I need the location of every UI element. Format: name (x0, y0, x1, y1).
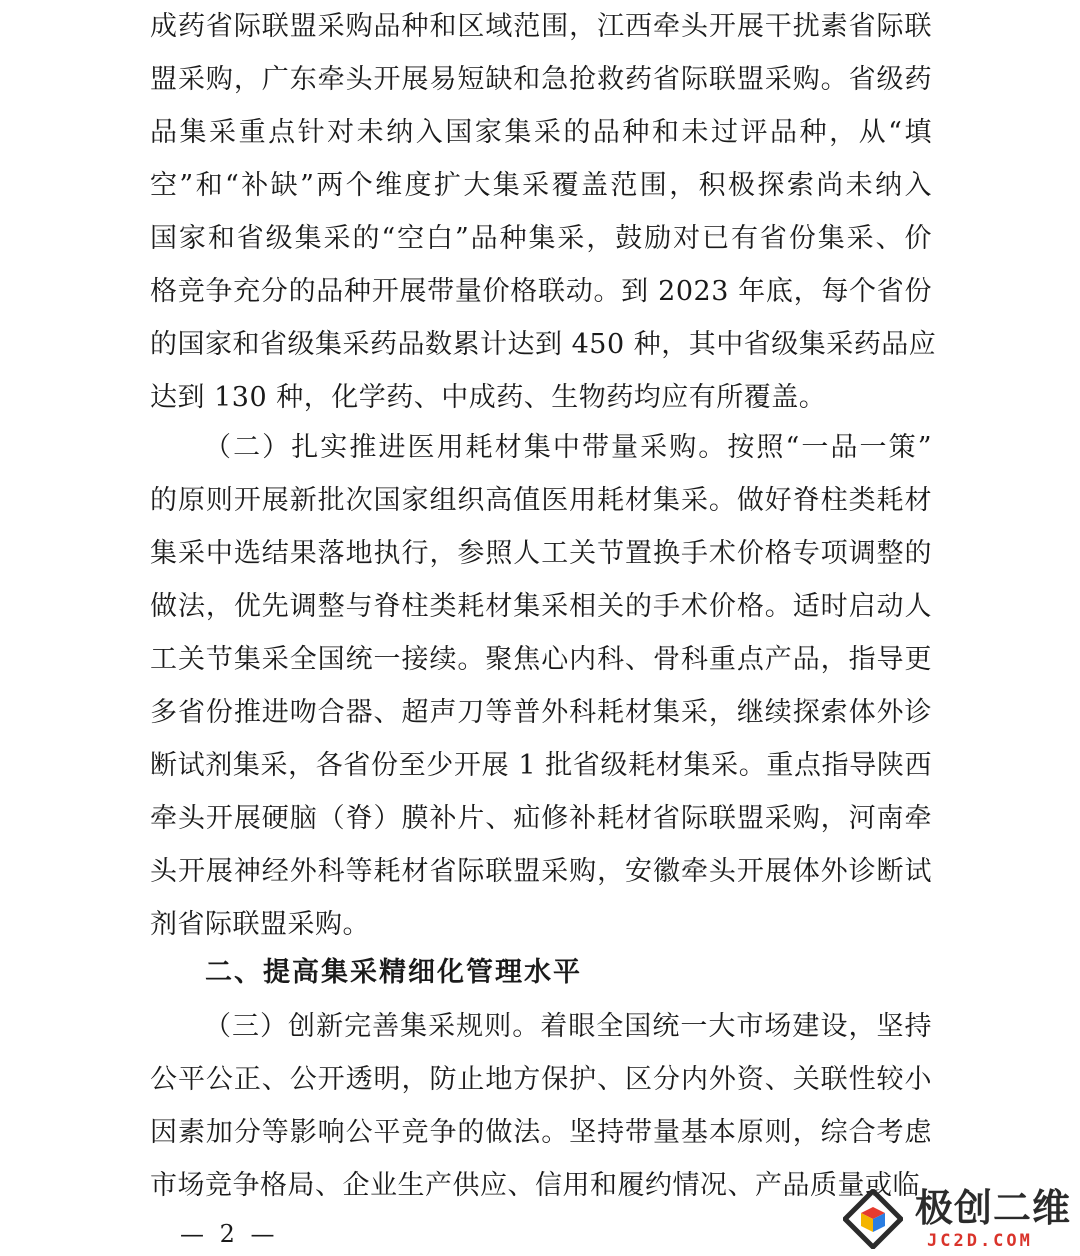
watermark-title: 极创二维 (915, 1186, 1072, 1230)
text-line: 因素加分等影响公平竞争的做法。坚持带量基本原则，综合考虑 (150, 1117, 932, 1148)
text-line: 头开展神经外科等耗材省际联盟采购，安徽牵头开展体外诊断试 (150, 856, 932, 887)
text-line: 盟采购，广东牵头开展易短缺和急抢救药省际联盟采购。省级药 (150, 64, 932, 95)
text-line: 的原则开展新批次国家组织高值医用耗材集采。做好脊柱类耗材 (150, 485, 932, 516)
text-line: 市场竞争格局、企业生产供应、信用和履约情况、产品质量或临 (150, 1170, 920, 1201)
paragraph-2 (150, 421, 932, 951)
text-line: 断试剂集采，各省份至少开展 1 批省级耗材集采。重点指导陕西 (150, 750, 932, 781)
watermark-subtitle: JC2D.COM (927, 1231, 1033, 1251)
text-line: 做法，优先调整与脊柱类耗材集采相关的手术价格。适时启动人 (150, 591, 932, 622)
text-line: 集采中选结果落地执行，参照人工关节置换手术价格专项调整的 (150, 538, 932, 569)
text-line: 国家和省级集采的“空白”品种集采，鼓励对已有省份集采、价 (150, 223, 932, 254)
text-line: （三）创新完善集采规则。着眼全国统一大市场建设，坚持 (204, 1011, 932, 1042)
watermark (835, 1183, 1080, 1256)
page-number: — 2 — (180, 1220, 279, 1248)
paragraph-3 (150, 1000, 932, 1212)
text-line: 品集采重点针对未纳入国家集采的品种和未过评品种，从“填 (150, 117, 932, 148)
text-line: 剂省际联盟采购。 (150, 909, 370, 940)
text-line: 格竞争充分的品种开展带量价格联动。到 2023 年底，每个省份 (150, 276, 932, 307)
paragraph-1 (150, 0, 937, 424)
text-line: 工关节集采全国统一接续。聚焦心内科、骨科重点产品，指导更 (150, 644, 932, 675)
text-line: 成药省际联盟采购品种和区域范围，江西牵头开展干扰素省际联 (150, 11, 932, 42)
text-line: （二）扎实推进医用耗材集中带量采购。按照“一品一策” (204, 432, 932, 463)
section-heading: 二、提高集采精细化管理水平 (205, 957, 582, 988)
text-line: 空”和“补缺”两个维度扩大集采覆盖范围，积极探索尚未纳入 (150, 170, 932, 201)
text-line: 公平公正、公开透明，防止地方保护、区分内外资、关联性较小 (150, 1064, 932, 1095)
text-line: 多省份推进吻合器、超声刀等普外科耗材集采，继续探索体外诊 (150, 697, 932, 728)
cube-diamond-logo-icon (843, 1189, 903, 1249)
text-line: 的国家和省级集采药品数累计达到 450 种，其中省级集采药品应 (150, 329, 937, 360)
text-line: 达到 130 种，化学药、中成药、生物药均应有所覆盖。 (150, 382, 827, 413)
text-line: 牵头开展硬脑（脊）膜补片、疝修补耗材省际联盟采购，河南牵 (150, 803, 932, 834)
